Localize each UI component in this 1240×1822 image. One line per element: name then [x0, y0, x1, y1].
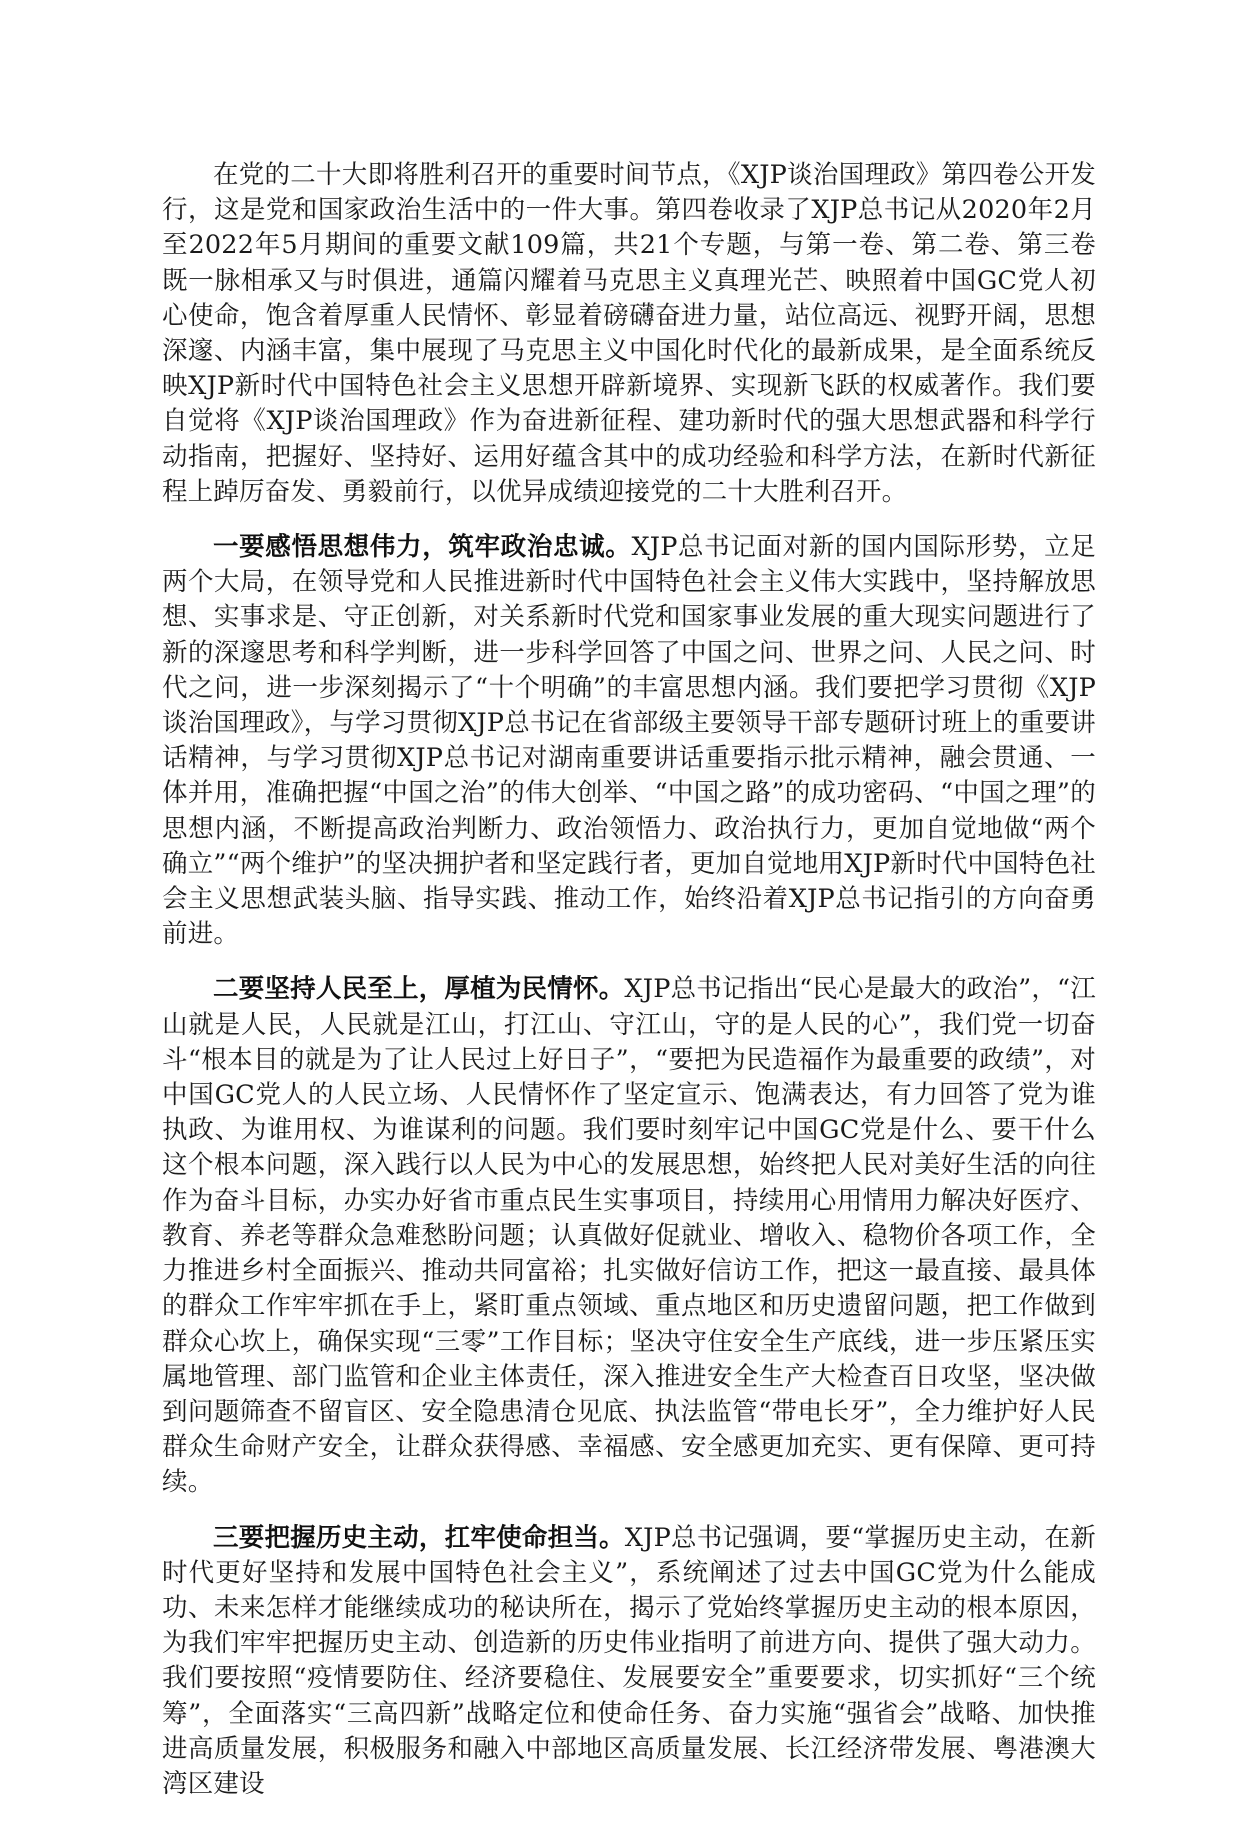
- intro-text: 在党的二十大即将胜利召开的重要时间节点，《XJP谈治国理政》第四卷公开发行，这是党和国家政治生活中的一件大事。第四卷收录了XJP总书记从2020年2月至2022年5月期间的重要文献109篇，共21个专题，与第一卷、第二卷、第三卷既一脉相承又与时俱进，通篇闪耀着马克思主义真理光芒、映照着中国GC党人初心使命，饱含着厚重人民情怀、彰显着磅礴奋进力量，站位高远、视野开阔，思想深邃、内涵丰富，集中展现了马克思主义中国化时代化的最新成果，是全面系统反映XJP新时代中国特色社会主义思想开辟新境界、实现新飞跃的权威著作。我们要自觉将《XJP谈治国理政》作为奋进新征程、建功新时代的强大思想武器和科学行动指南，把握好、坚持好、运用好蕴含其中的成功经验和科学方法，在新时代新征程上踔厉奋发、勇毅前行，以优异成绩迎接党的二十大胜利召开。: [162, 160, 1096, 507]
- document-page: [162, 158, 1096, 1822]
- section-paragraph-2: [162, 972, 1096, 1500]
- intro-paragraph: [162, 158, 1096, 510]
- section-body-3: XJP总书记强调，要“掌握历史主动，在新时代更好坚持和发展中国特色社会主义”，系统阐述了过去中国GC党为什么能成功、未来怎样才能继续成功的秘诀所在，揭示了党始终掌握历史主动的根本原因，为我们牢牢把握历史主动、创造新的历史伟业指明了前进方向、提供了强大动力。我们要按照“疫情要防住、经济要稳住、发展要安全”重要要求，切实抓好“三个统筹”，全面落实“三高四新”战略定位和使命任务、奋力实施“强省会”战略、加快推进高质量发展，积极服务和融入中部地区高质量发展、长江经济带发展、粤港澳大湾区建设: [162, 1522, 1096, 1799]
- section-lead-2: 二要坚持人民至上，厚植为民情怀。: [213, 974, 625, 1005]
- section-lead-3: 三要把握历史主动，扛牢使命担当。: [213, 1522, 625, 1553]
- section-body-1: XJP总书记面对新的国内国际形势，立足两个大局，在领导党和人民推进新时代中国特色社会主义伟大实践中，坚持解放思想、实事求是、守正创新，对关系新时代党和国家事业发展的重大现实问题进行了新的深邃思考和科学判断，进一步科学回答了中国之问、世界之问、人民之问、时代之问，进一步深刻揭示了“十个明确”的丰富思想内涵。我们要把学习贯彻《XJP谈治国理政》，与学习贯彻XJP总书记在省部级主要领导干部专题研讨班上的重要讲话精神，与学习贯彻XJP总书记对湖南重要讲话重要指示批示精神，融会贯通、一体并用，准确把握“中国之治”的伟大创举、“中国之路”的成功密码、“中国之理”的思想内涵，不断提高政治判断力、政治领悟力、政治执行力，更加自觉地做“两个确立”“两个维护”的坚决拥护者和坚定践行者，更加自觉地用XJP新时代中国特色社会主义思想武装头脑、指导实践、推动工作，始终沿着XJP总书记指引的方向奋勇前进。: [162, 532, 1096, 950]
- section-body-2: XJP总书记指出“民心是最大的政治”，“江山就是人民，人民就是江山，打江山、守江山，守的是人民的心”，我们党一切奋斗“根本目的就是为了让人民过上好日子”，“要把为民造福作为最重要的政绩”，对中国GC党人的人民立场、人民情怀作了坚定宣示、饱满表达，有力回答了党为谁执政、为谁用权、为谁谋利的问题。我们要时刻牢记中国GC党是什么、要干什么这个根本问题，深入践行以人民为中心的发展思想，始终把人民对美好生活的向往作为奋斗目标，办实办好省市重点民生实事项目，持续用心用情用力解决好医疗、教育、养老等群众急难愁盼问题；认真做好促就业、增收入、稳物价各项工作，全力推进乡村全面振兴、推动共同富裕；扎实做好信访工作，把这一最直接、最具体的群众工作牢牢抓在手上，紧盯重点领域、重点地区和历史遗留问题，把工作做到群众心坎上，确保实现“三零”工作目标；坚决守住安全生产底线，进一步压紧压实属地管理、部门监管和企业主体责任，深入推进安全生产大检查百日攻坚，坚决做到问题筛查不留盲区、安全隐患清仓见底、执法监管“带电长牙”，全力维护好人民群众生命财产安全，让群众获得感、幸福感、安全感更加充实、更有保障、更可持续。: [162, 974, 1096, 1498]
- section-paragraph-1: [162, 530, 1096, 952]
- section-lead-1: 一要感悟思想伟力，筑牢政治忠诚。: [213, 532, 632, 563]
- section-paragraph-3: [162, 1521, 1096, 1803]
